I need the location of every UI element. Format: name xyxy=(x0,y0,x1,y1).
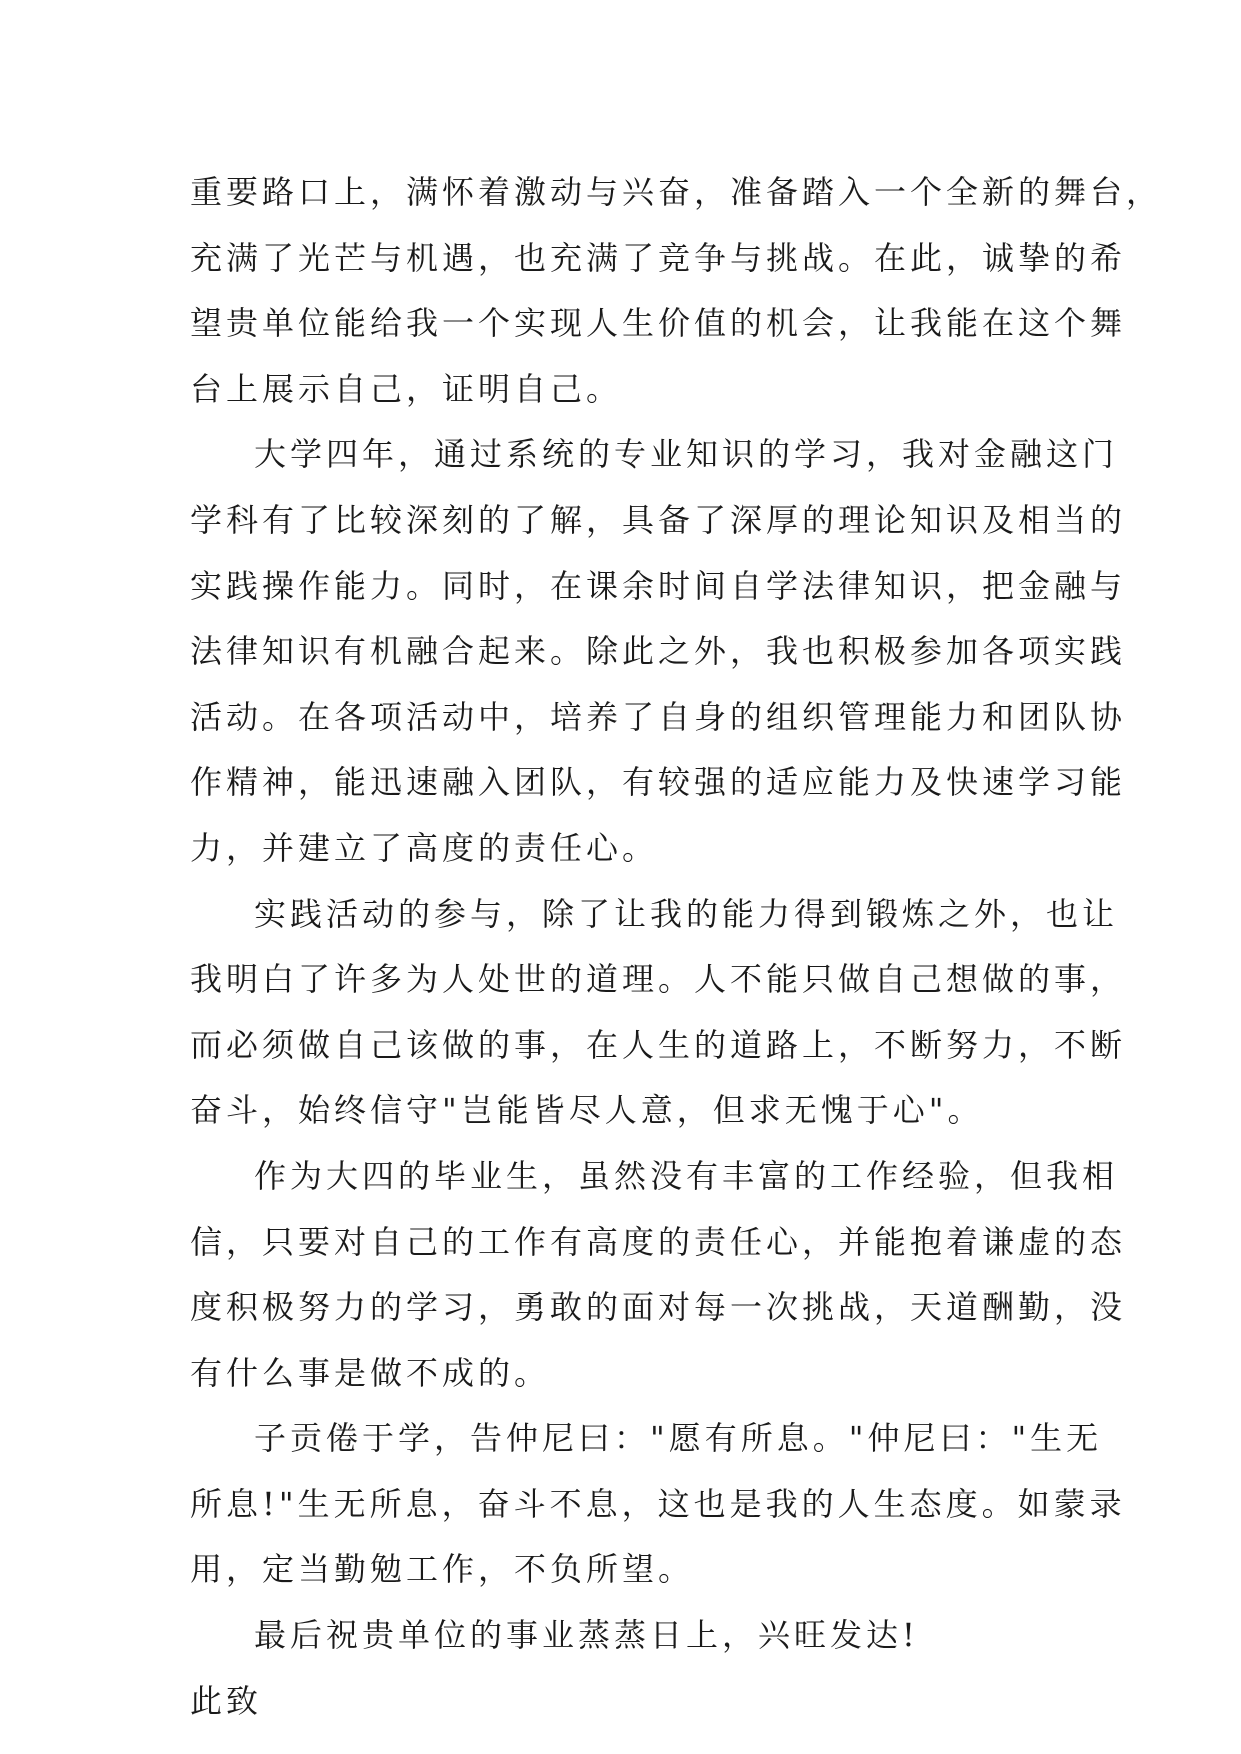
paragraph-first-line: 子贡倦于学，告仲尼曰："愿有所息。"仲尼曰："生无 xyxy=(254,1419,1103,1458)
paragraph-first-line: 作为大四的毕业生，虽然没有丰富的工作经验，但我相 xyxy=(254,1156,1119,1195)
text-line: 信，只要对自己的工作有高度的责任心，并能抱着谦虚的态 xyxy=(190,1222,1127,1261)
paragraph-first-line: 大学四年，通过系统的专业知识的学习，我对金融这门 xyxy=(254,435,1119,474)
text-line: 学科有了比较深刻的了解，具备了深厚的理论知识及相当的 xyxy=(190,500,1127,539)
text-line: 作精神，能迅速融入团队，有较强的适应能力及快速学习能 xyxy=(190,763,1127,802)
text-line: 而必须做自己该做的事，在人生的道路上，不断努力，不断 xyxy=(190,1025,1127,1064)
text-line: 有什么事是做不成的。 xyxy=(190,1353,551,1392)
text-line: 奋斗，始终信守"岂能皆尽人意，但求无愧于心"。 xyxy=(190,1091,984,1130)
text-line: 重要路口上，满怀着激动与兴奋，准备踏入一个全新的舞台， xyxy=(190,173,1163,211)
text-line: 力，并建立了高度的责任心。 xyxy=(190,828,659,867)
text-line: 望贵单位能给我一个实现人生价值的机会，让我能在这个舞 xyxy=(190,304,1127,343)
text-line: 我明白了许多为人处世的道理。人不能只做自己想做的事， xyxy=(190,960,1127,999)
text-line: 所息!"生无所息，奋斗不息，这也是我的人生态度。如蒙录 xyxy=(190,1484,1126,1523)
text-line: 用，定当勤勉工作，不负所望。 xyxy=(190,1550,695,1589)
text-line: 活动。在各项活动中，培养了自身的组织管理能力和团队协 xyxy=(190,697,1127,736)
text-line: 度积极努力的学习，勇敢的面对每一次挑战，天道酬勤，没 xyxy=(190,1288,1127,1327)
text-line: 充满了光芒与机遇，也充满了竞争与挑战。在此，诚挚的希 xyxy=(190,238,1127,277)
text-line: 法律知识有机融合起来。除此之外，我也积极参加各项实践 xyxy=(190,632,1127,671)
text-line: 台上展示自己，证明自己。 xyxy=(190,369,623,408)
salutation: 此致 xyxy=(190,1681,263,1720)
paragraph-first-line: 实践活动的参与，除了让我的能力得到锻炼之外，也让 xyxy=(254,894,1119,933)
text-line: 实践操作能力。同时，在课余时间自学法律知识，把金融与 xyxy=(190,566,1127,605)
closing-wish: 最后祝贵单位的事业蒸蒸日上，兴旺发达! xyxy=(254,1616,919,1655)
document-body xyxy=(190,160,1163,1734)
